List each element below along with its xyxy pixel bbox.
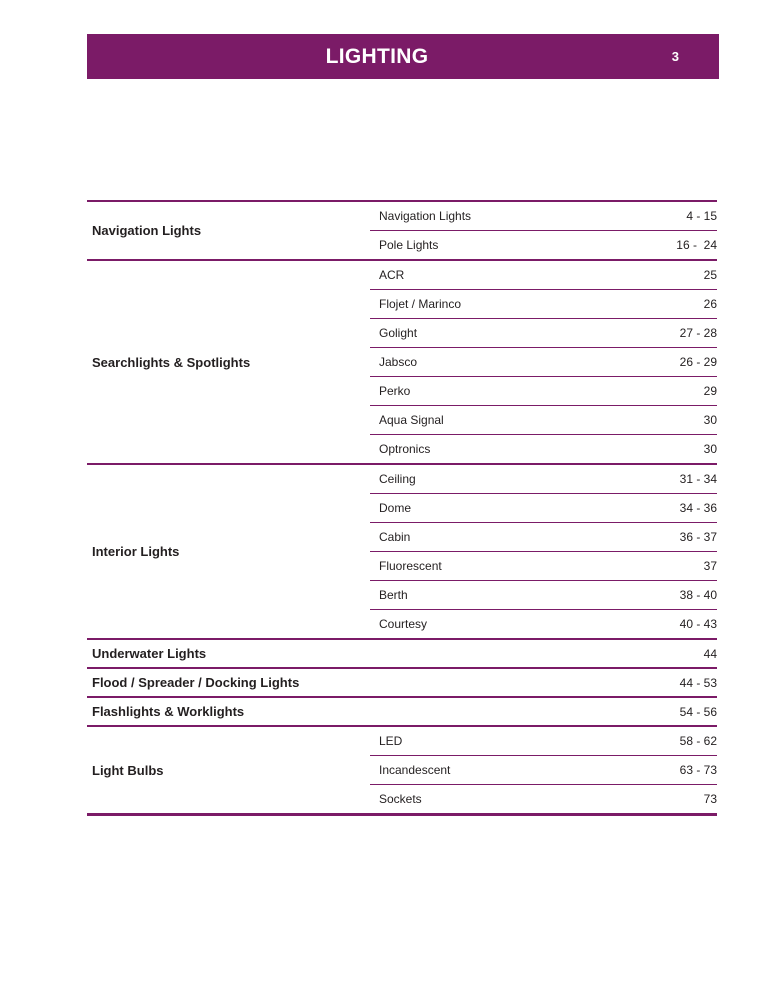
section-underwater-lights[interactable] xyxy=(87,638,717,667)
toc-row[interactable] xyxy=(370,318,717,347)
page-range: 16 - 24 xyxy=(676,238,717,252)
page-range: 29 xyxy=(703,384,717,398)
subcategory-label: Dome xyxy=(379,501,412,515)
toc-row[interactable] xyxy=(370,727,717,755)
page-range: 38 - 40 xyxy=(679,588,717,602)
page-range: 44 xyxy=(703,646,717,661)
subcategory-label: Incandescent xyxy=(379,763,451,777)
toc-row[interactable] xyxy=(370,784,717,813)
page-range: 58 - 62 xyxy=(679,734,717,748)
page-range: 26 xyxy=(703,297,717,311)
subcategory-label: Aqua Signal xyxy=(379,413,444,427)
section-flashlights[interactable] xyxy=(87,696,717,725)
subcategory-label: Fluorescent xyxy=(379,559,442,573)
page-range: 30 xyxy=(703,442,717,456)
subcategory-label: Berth xyxy=(379,588,408,602)
toc-row[interactable] xyxy=(370,580,717,609)
section-searchlights xyxy=(87,259,717,463)
toc-row[interactable] xyxy=(370,230,717,259)
toc-row[interactable] xyxy=(370,405,717,434)
page-range: 26 - 29 xyxy=(679,355,717,369)
toc-row[interactable] xyxy=(370,551,717,580)
section-navigation-lights xyxy=(87,202,717,259)
subcategory-label: Cabin xyxy=(379,530,411,544)
subcategory-label: LED xyxy=(379,734,403,748)
page-range: 63 - 73 xyxy=(679,763,717,777)
table-of-contents xyxy=(87,200,717,816)
subcategory-label: Optronics xyxy=(379,442,431,456)
subcategory-list xyxy=(370,202,717,259)
page-range: 73 xyxy=(703,792,717,806)
subcategory-label: Pole Lights xyxy=(379,238,439,252)
page-header xyxy=(87,34,719,79)
page-range: 54 - 56 xyxy=(679,704,717,719)
toc-row[interactable] xyxy=(370,376,717,405)
page-range: 40 - 43 xyxy=(679,617,717,631)
toc-row[interactable] xyxy=(370,261,717,289)
subcategory-label: Ceiling xyxy=(379,472,416,486)
subcategory-label: Flojet / Marinco xyxy=(379,297,462,311)
page-number: 3 xyxy=(671,49,679,64)
subcategory-label: Navigation Lights xyxy=(379,209,472,223)
category-label[interactable]: Light Bulbs xyxy=(92,762,164,778)
toc-row[interactable] xyxy=(370,609,717,638)
page-range: 44 - 53 xyxy=(679,675,717,690)
toc-row[interactable] xyxy=(370,493,717,522)
subcategory-list xyxy=(370,465,717,638)
category-label[interactable]: Interior Lights xyxy=(92,544,180,559)
section-interior-lights xyxy=(87,463,717,638)
page-range: 34 - 36 xyxy=(679,501,717,515)
toc-row[interactable] xyxy=(370,465,717,493)
category-label: Flood / Spreader / Docking Lights xyxy=(92,675,300,690)
page-range: 36 - 37 xyxy=(679,530,717,544)
page-title: LIGHTING xyxy=(325,45,429,68)
toc-row[interactable] xyxy=(370,755,717,784)
category-label: Flashlights & Worklights xyxy=(92,704,245,719)
subcategory-label: Perko xyxy=(379,384,411,398)
section-light-bulbs xyxy=(87,725,717,813)
subcategory-list xyxy=(370,261,717,463)
category-label[interactable]: Searchlights & Spotlights xyxy=(92,354,251,370)
page-range: 4 - 15 xyxy=(686,209,717,223)
subcategory-label: Golight xyxy=(379,326,418,340)
category-label[interactable]: Navigation Lights xyxy=(92,223,202,238)
subcategory-list xyxy=(370,727,717,813)
toc-row[interactable] xyxy=(370,347,717,376)
toc-row[interactable] xyxy=(370,289,717,318)
subcategory-label: ACR xyxy=(379,268,405,282)
toc-row[interactable] xyxy=(370,522,717,551)
page-range: 25 xyxy=(703,268,717,282)
toc-row[interactable] xyxy=(370,434,717,463)
subcategory-label: Courtesy xyxy=(379,617,428,631)
page-range: 31 - 34 xyxy=(679,472,717,486)
subcategory-label: Sockets xyxy=(379,792,422,806)
category-label: Underwater Lights xyxy=(92,646,207,661)
page-range: 37 xyxy=(703,559,717,573)
page-range: 30 xyxy=(703,413,717,427)
page-range: 27 - 28 xyxy=(679,326,717,340)
toc-row[interactable] xyxy=(370,202,717,230)
subcategory-label: Jabsco xyxy=(379,355,418,369)
section-flood-lights[interactable] xyxy=(87,667,717,696)
